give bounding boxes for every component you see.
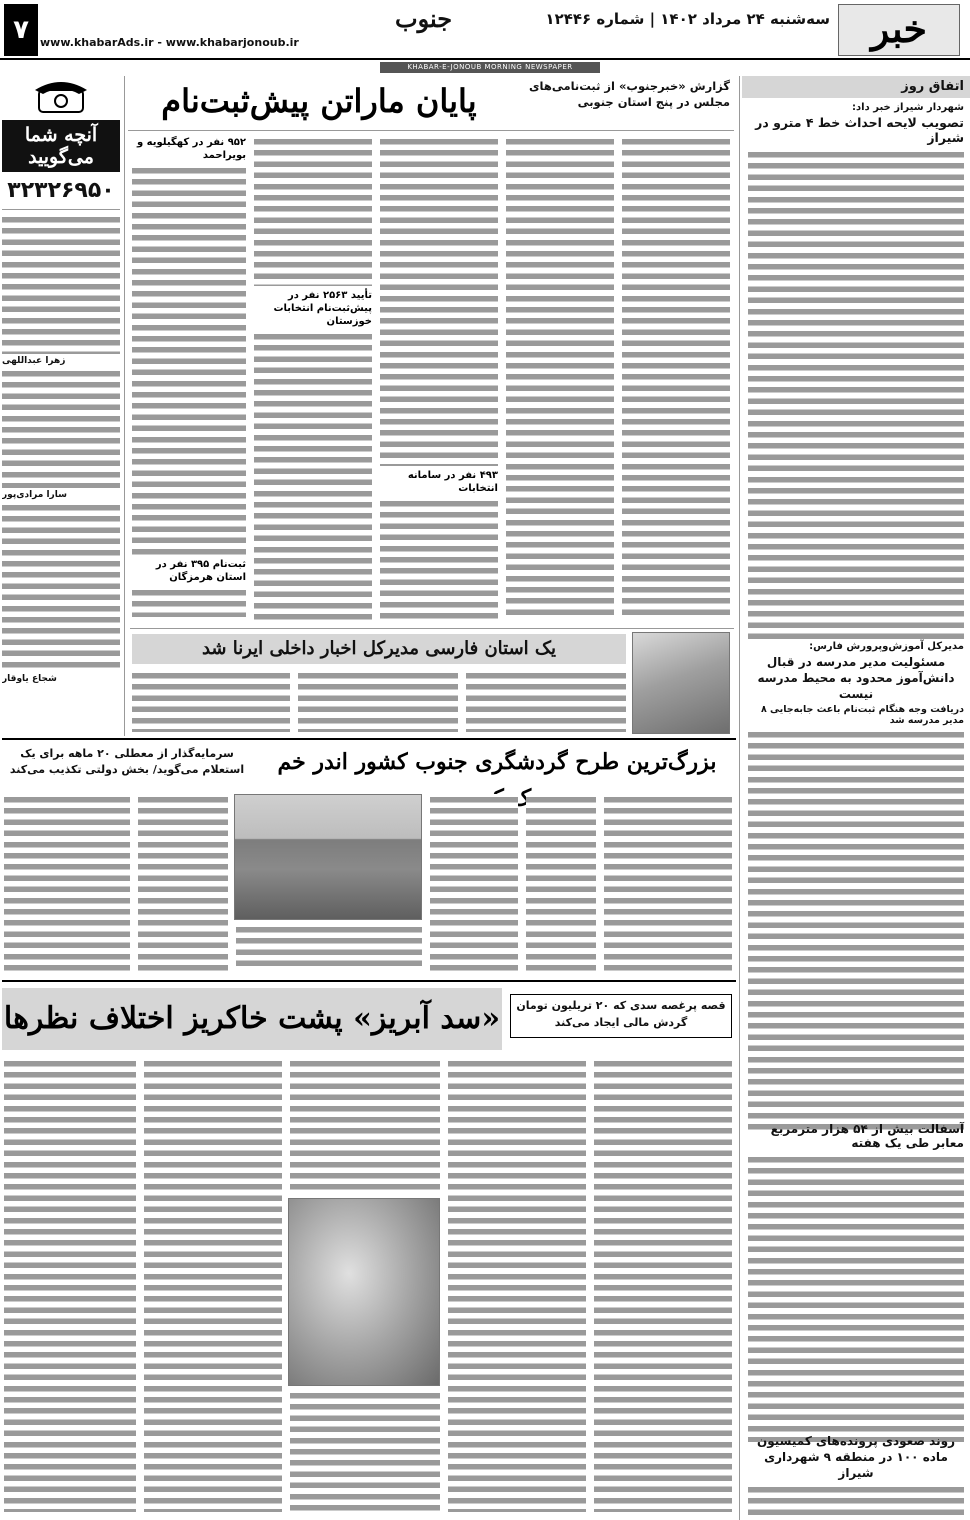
story-body (748, 149, 964, 641)
reader-comment (2, 368, 120, 488)
story-body (622, 136, 730, 616)
story-headline[interactable]: پایان ماراتن پیش‌ثبت‌نام (161, 82, 477, 120)
newspaper-logo: خبر (838, 4, 960, 56)
page-number: ۷ (4, 4, 38, 56)
bridge-photo (234, 794, 422, 920)
masthead (0, 0, 970, 60)
column-section-title: اتفاق روز (742, 76, 970, 98)
story-body (430, 794, 518, 972)
tourism-story (2, 744, 736, 976)
story-kicker: قصه پرغصه سدی که ۲۰ تریلیون تومان گردش مالی ایجاد می‌کند (510, 994, 732, 1038)
story-body (298, 670, 458, 732)
story-body (748, 1154, 964, 1442)
reader-comment (2, 214, 120, 354)
story-body (594, 1058, 732, 1512)
story-headline[interactable]: مسئولیت مدیر مدرسه در قبال دانش‌آموز محدود به محیط مدرسه نیست (757, 655, 955, 701)
phone-icon (31, 76, 91, 116)
dam-story (2, 986, 736, 1516)
masthead-strap: KHABAR-E-JONOUB MORNING NEWSPAPER (380, 62, 600, 73)
reader-comment (2, 502, 120, 672)
story-headline[interactable]: یک استان فارسی مدیرکل اخبار داخلی ایرنا شد (132, 634, 626, 664)
story-headline[interactable]: تصویب لایحه احداث خط ۴ مترو در شیراز (755, 115, 964, 145)
story-subhead: تأیید ۲۵۶۳ نفر در پیش‌ثبت‌نام انتخابات خوزستان (273, 290, 372, 327)
story-body (4, 794, 130, 972)
comment-signature: شجاع یاوقار (2, 674, 57, 684)
top-story (128, 76, 734, 624)
story-subhead: دریافت وجه هنگام ثبت‌نام باعث جابه‌جایی ۸ مدیر مدرسه شد (760, 704, 964, 726)
story-body (290, 1390, 440, 1512)
section-title: جنوب (395, 4, 453, 33)
story-body (254, 331, 372, 621)
story-body (132, 587, 246, 617)
portrait-photo (632, 632, 730, 734)
story-body (526, 794, 596, 972)
story-body (466, 670, 626, 732)
box-title: می‌گویید (28, 146, 94, 168)
story-body (144, 1058, 282, 1512)
story-subhead: ثبت‌نام ۳۹۵ نفر در استان هرمزگان (155, 559, 246, 583)
story-subhead: ۹۵۲ نفر در کهگیلویه و بویراحمد (136, 137, 246, 161)
story-body (604, 794, 732, 972)
story-body (506, 136, 614, 616)
story-body (236, 924, 422, 972)
kicker: شهردار شیراز خبر داد: (852, 102, 964, 113)
website-url[interactable]: www.khabarAds.ir - www.khabarjonoub.ir (40, 36, 299, 49)
box-title: آنچه شما (24, 124, 98, 146)
left-column (2, 76, 120, 736)
story-body (132, 670, 290, 732)
phone-number[interactable]: ۳۲۳۲۶۹۵۰ (2, 172, 120, 210)
story-headline[interactable]: «سد آبریز» پشت خاکریز اختلاف نظرها (2, 988, 502, 1050)
story-kicker: گزارش «خبرجنوب» از ثبت‌نامی‌های مجلس در پنج استان جنوبی (529, 79, 730, 109)
story-body (4, 1058, 136, 1512)
mid-story (128, 632, 734, 736)
story-body (380, 136, 498, 466)
story-body (132, 165, 246, 555)
story-body (448, 1058, 586, 1512)
comment-signature: سارا مرادی‌پور (2, 490, 67, 500)
right-column (742, 76, 970, 1520)
story-body (138, 794, 228, 972)
story-body (254, 136, 372, 286)
story-body (380, 498, 498, 624)
story-subhead: سرمایه‌گذار از معطلی ۲۰ ماهه برای یک استعلام می‌گوید/ بخش دولتی تکذیب می‌کند (9, 747, 245, 776)
kicker: مدیرکل آموزش‌وپرورش فارس: (809, 641, 964, 652)
story-headline[interactable]: روند صعودی پرونده‌های کمیسیون ماده ۱۰۰ در منطقه ۹ شهرداری شیراز (757, 1434, 955, 1480)
story-body (748, 729, 964, 1134)
comment-signature: زهرا عبداللهی (2, 356, 66, 366)
reader-box-header (2, 120, 120, 172)
dam-photo (288, 1198, 440, 1386)
story-body (748, 1484, 964, 1520)
story-subhead: ۴۹۳ نفر در سامانه انتخابات (407, 470, 498, 494)
story-body (290, 1058, 440, 1192)
issue-date: سه‌شنبه ۲۴ مرداد ۱۴۰۲ | شماره ۱۲۴۴۶ (545, 10, 830, 28)
story-headline[interactable]: بزرگ‌ترین طرح گردشگری جنوب کشور اندر خم یک (277, 749, 717, 811)
story-headline[interactable]: آسفالت بیش از ۵۴ هزار مترمربع معابر طی یک هفته (770, 1122, 964, 1150)
